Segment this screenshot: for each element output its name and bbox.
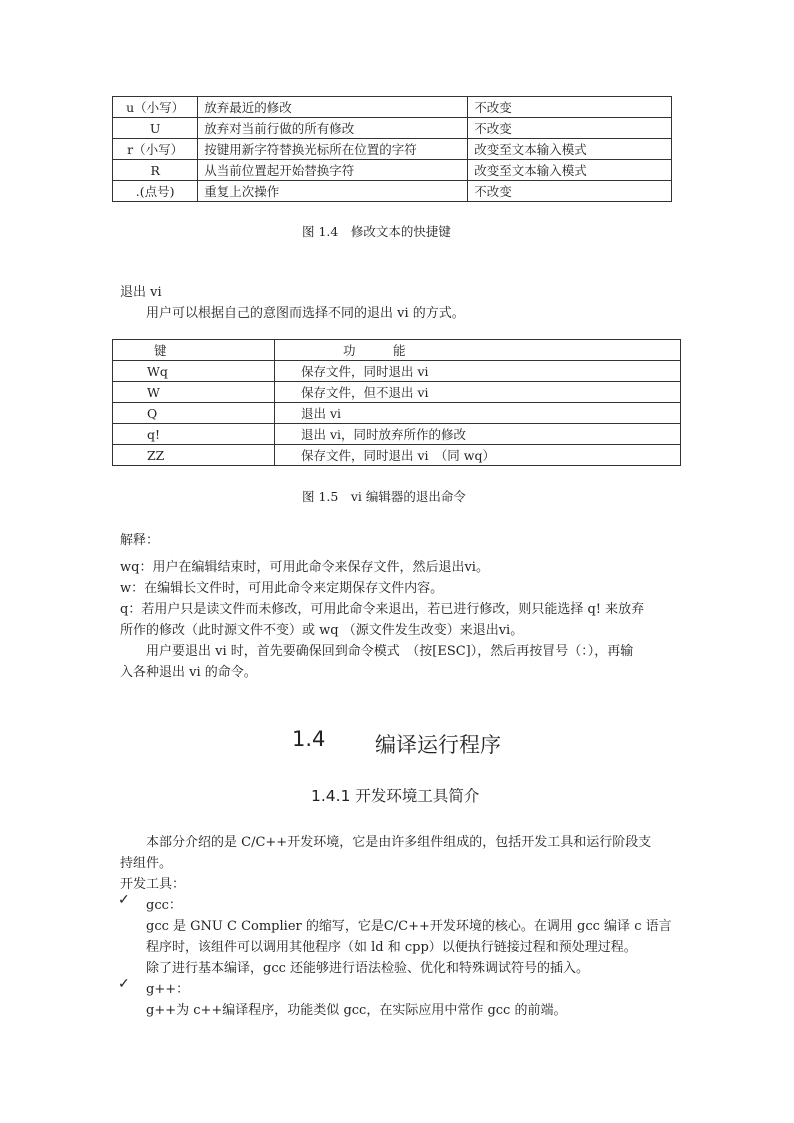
table-cell-mode: 不改变 <box>468 118 672 139</box>
gcc-title: gcc： <box>146 898 182 913</box>
table-cell-key: r（小写） <box>113 139 198 160</box>
tools-label: 开发工具： <box>120 877 186 892</box>
table-row <box>113 97 672 118</box>
gpp-line: g++为 c++编译程序，功能类似 gcc，在实际应用中常作 gcc 的前端。 <box>146 1003 567 1018</box>
table-cell-func: 保存文件，同时退出 vi （同 wq） <box>275 445 681 466</box>
table-cell-desc: 按键用新字符替换光标所在位置的字符 <box>198 139 468 160</box>
table-cell-mode: 不改变 <box>468 97 672 118</box>
table-row <box>113 181 672 202</box>
explain-esc-line2: 入各种退出 vi 的命令。 <box>120 665 257 680</box>
table-cell-func: 退出 vi <box>275 403 681 424</box>
explain-wq: wq：用户在编辑结束时，可用此命令来保存文件，然后退出vi。 <box>120 560 489 575</box>
section-title: 编译运行程序 <box>375 733 501 757</box>
table-cell-key: U <box>113 118 198 139</box>
table-cell-key: ZZ <box>113 445 275 466</box>
gcc-line: 除了进行基本编译，gcc 还能够进行语法检验、优化和特殊调试符号的插入。 <box>146 961 590 976</box>
table-cell-desc: 重复上次操作 <box>198 181 468 202</box>
gpp-title: g++： <box>146 982 190 997</box>
table-cell-mode: 不改变 <box>468 181 672 202</box>
table-header-row <box>113 340 681 361</box>
table-cell-mode: 改变至文本输入模式 <box>468 160 672 181</box>
table-cell-func: 保存文件，同时退出 vi <box>275 361 681 382</box>
table-cell-key: Q <box>113 403 275 424</box>
table-header-key: 键 <box>113 340 275 361</box>
shortcut-table <box>112 96 672 202</box>
table-row <box>113 118 672 139</box>
table-row <box>113 403 681 424</box>
table-cell-desc: 放弃最近的修改 <box>198 97 468 118</box>
explain-w: w：在编辑长文件时，可用此命令来定期保存文件内容。 <box>120 581 444 596</box>
paragraph-line: 持组件。 <box>120 856 173 871</box>
table-cell-key: W <box>113 382 275 403</box>
explain-esc-line1: 用户要退出 vi 时，首先要确保回到命令模式 （按[ESC]），然后再按冒号（：），再输 <box>146 644 634 659</box>
table-cell-desc: 放弃对当前行做的所有修改 <box>198 118 468 139</box>
table-cell-key: R <box>113 160 198 181</box>
table-cell-key: .(点号) <box>113 181 198 202</box>
table-caption: 图 1.5 vi 编辑器的退出命令 <box>302 489 466 504</box>
table-header-func: 功 能 <box>275 340 681 361</box>
table-cell-func: 退出 vi，同时放弃所作的修改 <box>275 424 681 445</box>
table-cell-key: u（小写） <box>113 97 198 118</box>
table-caption: 图 1.4 修改文本的快捷键 <box>302 224 451 239</box>
gcc-line: gcc 是 GNU C Complier 的缩写，它是C/C++开发环境的核心。在调用 gcc 编译 c 语言 <box>146 919 672 934</box>
check-icon: ✓ <box>118 976 130 992</box>
exit-commands-table <box>112 339 681 466</box>
table-cell-desc: 从当前位置起开始替换字符 <box>198 160 468 181</box>
subsection-title: 1.4.1 开发环境工具简介 <box>311 787 480 805</box>
table-row <box>113 139 672 160</box>
explain-q-line1: q：若用户只是读文件而未修改，可用此命令来退出，若已进行修改，则只能选择 q! 来放弃 <box>120 602 645 617</box>
section-number: 1.4 <box>292 727 326 751</box>
explain-title: 解释： <box>120 533 160 548</box>
table-cell-func: 保存文件，但不退出 vi <box>275 382 681 403</box>
table-row <box>113 445 681 466</box>
table-cell-key: Wq <box>113 361 275 382</box>
table-cell-key: q! <box>113 424 275 445</box>
table-cell-mode: 改变至文本输入模式 <box>468 139 672 160</box>
paragraph-line: 本部分介绍的是 C/C++开发环境，它是由许多组件组成的，包括开发工具和运行阶段支 <box>146 835 652 850</box>
check-icon: ✓ <box>118 892 130 908</box>
table-row <box>113 361 681 382</box>
paragraph: 用户可以根据自己的意图而选择不同的退出 vi 的方式。 <box>146 306 465 321</box>
table-row <box>113 382 681 403</box>
table-row <box>113 160 672 181</box>
table-row <box>113 424 681 445</box>
section-title: 退出 vi <box>120 285 162 300</box>
explain-q-line2: 所作的修改（此时源文件不变）或 wq （源文件发生改变）来退出vi。 <box>120 623 524 638</box>
gcc-line: 程序时，该组件可以调用其他程序（如 ld 和 cpp）以便执行链接过程和预处理过程。 <box>146 940 637 955</box>
